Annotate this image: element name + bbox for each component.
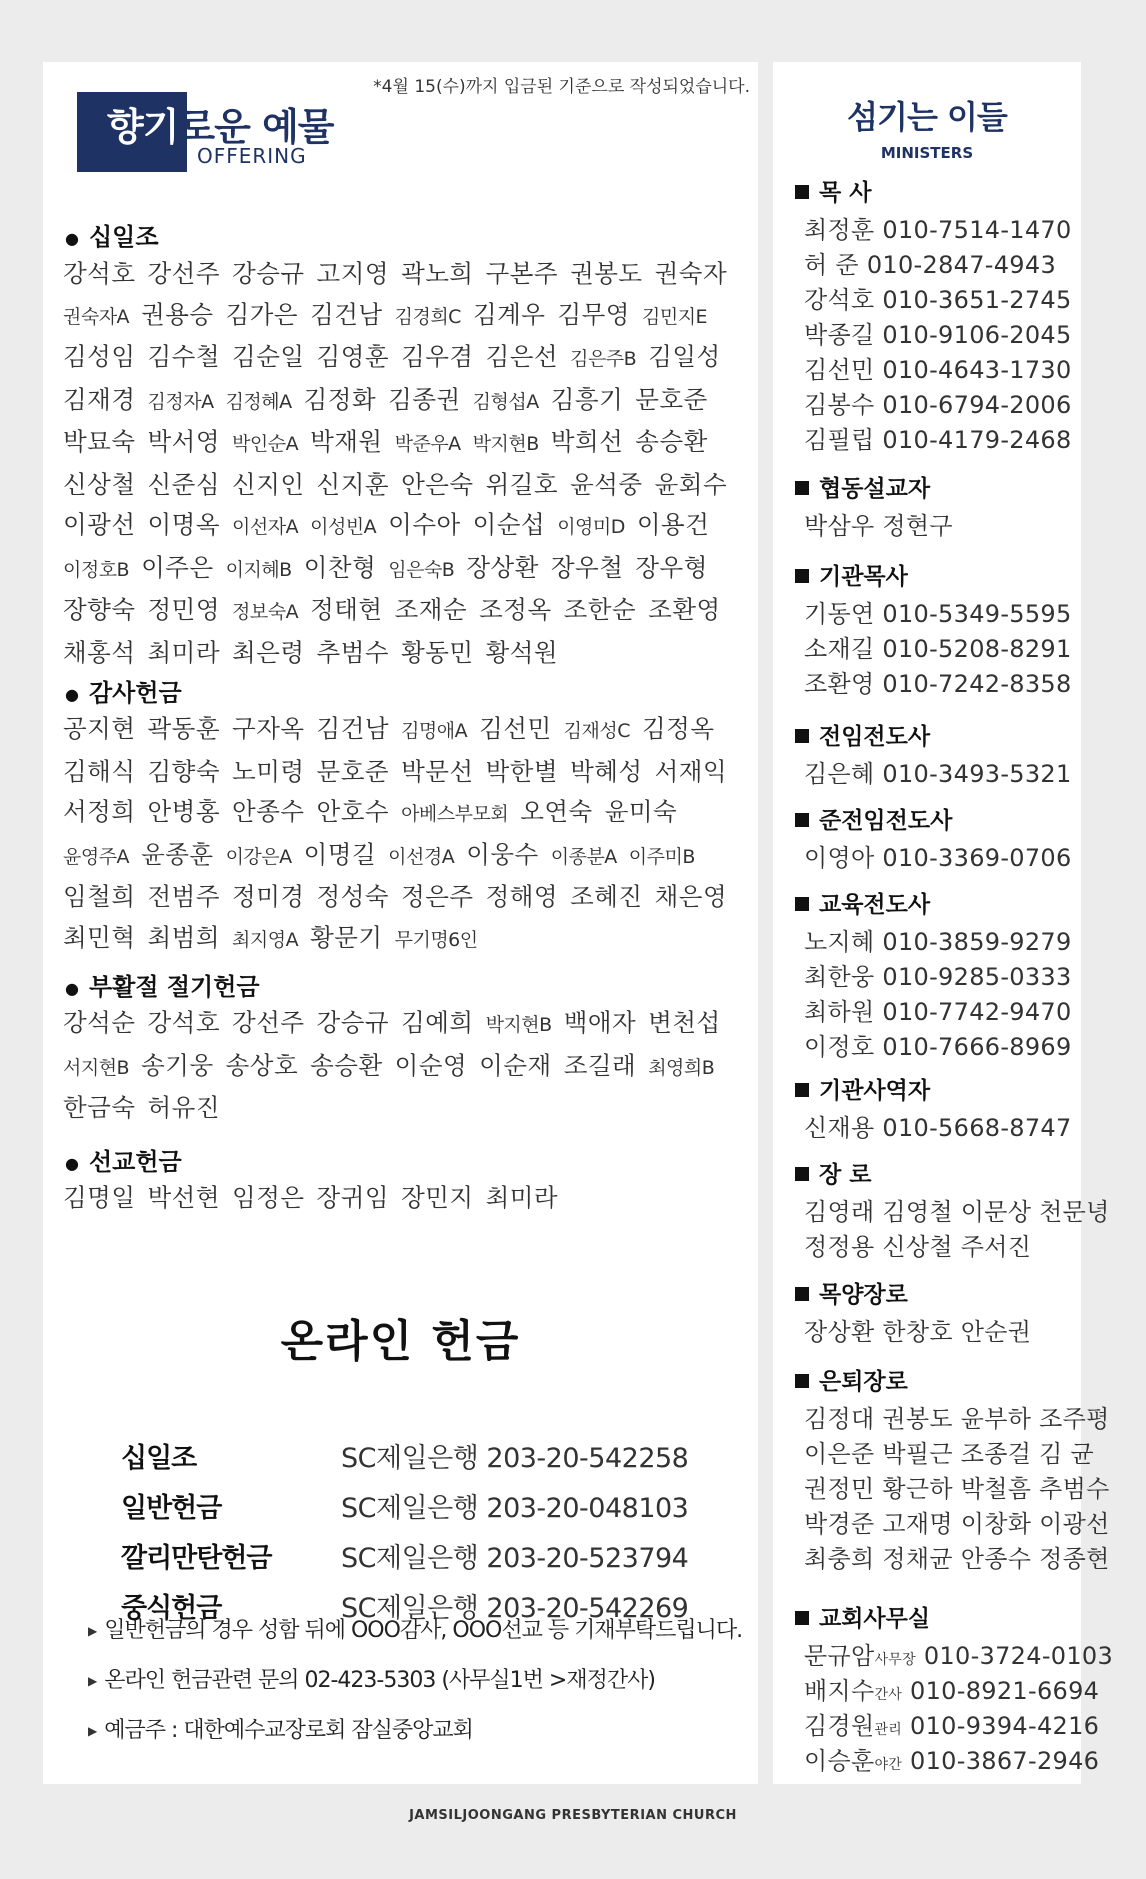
donor-name: 윤종훈: [141, 839, 214, 869]
account-label: 십일조: [121, 1443, 197, 1474]
donor-name: 최민혁: [63, 922, 136, 952]
minister-line: 조환영 010-7242-8358: [804, 670, 1072, 698]
square-bullet-icon: [795, 813, 809, 827]
donor-name: 김해식: [63, 756, 136, 786]
donor-name: 이명길: [303, 839, 377, 869]
ministers-subtitle: MINISTERS: [880, 144, 974, 162]
donor-name: 서정희: [63, 797, 136, 826]
donor-name: 임철희: [63, 882, 136, 911]
donor-name: 조정옥: [479, 595, 552, 624]
donor-name: 이지혜B: [225, 558, 292, 581]
easter-names: [63, 1003, 753, 1129]
minister-line: 노지혜 010-3859-9279: [804, 928, 1072, 956]
donor-name: 추범수: [316, 637, 390, 667]
donor-name: 구본주: [485, 259, 559, 288]
donor-name: 정해영: [485, 882, 559, 911]
donor-name: 안병홍: [147, 797, 221, 826]
tithe-names: [63, 254, 753, 673]
donor-name: 이순섭: [472, 510, 546, 539]
minister-line: 박종길 010-9106-2045: [804, 321, 1072, 349]
role-title: 목 사: [795, 174, 871, 207]
square-bullet-icon: [795, 185, 809, 199]
donor-name: 박지현B: [472, 433, 539, 455]
donor-name: 김예희: [401, 1008, 474, 1037]
donor-name: 이선경A: [388, 845, 455, 868]
donor-name: 최범희: [147, 922, 221, 952]
donor-name: 권용승: [141, 299, 214, 329]
donor-name: 송상호: [225, 1050, 299, 1080]
donor-name: 정민영: [147, 595, 221, 624]
donor-name: 오연숙: [520, 797, 593, 826]
donor-name: 서재익: [654, 756, 728, 786]
donor-name: 박문선: [401, 756, 474, 786]
donor-name: 곽노희: [401, 259, 474, 288]
square-bullet-icon: [795, 1374, 809, 1388]
donor-name: 문호준: [316, 756, 390, 786]
donor-name: 박희선: [550, 427, 624, 456]
donor-name: 이성빈A: [310, 516, 377, 538]
donor-name: 김재경: [63, 384, 136, 414]
donor-name: 구자옥: [232, 714, 305, 743]
account-label: 깔리만탄헌금: [121, 1543, 272, 1574]
donor-name: 채홍석: [63, 637, 136, 667]
donor-name: 김민지E: [641, 305, 708, 328]
donor-name: 김명일: [63, 1183, 136, 1212]
donor-name: 장우철: [550, 552, 624, 582]
donor-name: 이순재: [479, 1050, 552, 1080]
donor-name: 송기웅: [141, 1050, 214, 1080]
donor-name: 이수아: [388, 510, 461, 539]
account-number: SC제일은행 203-20-048103: [341, 1493, 689, 1524]
minister-line: 정정용 신상철 주서진: [804, 1233, 1032, 1261]
donor-name: 박지현B: [485, 1014, 552, 1036]
minister-line: 기동연 010-5349-5595: [804, 600, 1072, 628]
minister-line: 이정호 010-7666-8969: [804, 1033, 1072, 1061]
donor-name: 허유진: [147, 1093, 221, 1122]
donor-name: 김정자A: [147, 390, 214, 413]
square-bullet-icon: [795, 1083, 809, 1097]
role-title: 교회사무실: [795, 1600, 930, 1633]
donor-name: 임은숙B: [388, 558, 455, 581]
role-title: 전임전도사: [795, 718, 930, 751]
donor-name: 김흥기: [550, 384, 624, 414]
donor-name: 김선민: [479, 714, 552, 743]
donor-name: 박한별: [485, 756, 559, 786]
donor-name: 장민지: [401, 1183, 474, 1212]
minister-line: 김경원관리 010-9394-4216: [804, 1712, 1100, 1740]
minister-line: 장상환 한창호 안순권: [804, 1318, 1032, 1346]
offering-logo: [77, 92, 367, 172]
minister-line: 김봉수 010-6794-2006: [804, 391, 1072, 419]
account-row: [121, 1486, 741, 1534]
note-account-holder: ▶ 예금주 : 대한예수교장로회 잠실중앙교회: [88, 1718, 473, 1743]
donor-name: 윤미숙: [604, 797, 678, 826]
donor-name: 황문기: [310, 922, 383, 952]
donor-name: 최지영A: [232, 928, 299, 951]
donor-name: 강선주: [232, 1008, 305, 1037]
donor-name: 김가은: [225, 299, 299, 329]
minister-line: 권정민 황근하 박철흠 추범수: [804, 1475, 1110, 1503]
square-bullet-icon: [795, 897, 809, 911]
offering-subtitle: OFFERING: [197, 144, 307, 168]
role-title: 협동설교자: [795, 470, 930, 503]
role-title: 목양장로: [795, 1276, 908, 1309]
donor-name: 박묘숙: [63, 427, 136, 456]
donor-name: 박선현: [147, 1183, 221, 1212]
minister-line: 박경준 고재명 이창화 이광선: [804, 1510, 1110, 1538]
minister-line: 최정훈 010-7514-1470: [804, 216, 1072, 244]
donor-name: 박인순A: [232, 433, 299, 455]
donor-name: 정성숙: [316, 882, 390, 911]
donor-name: 박혜성: [570, 756, 643, 786]
donor-name: 송승환: [635, 427, 708, 456]
donor-name: 조한순: [563, 595, 637, 624]
section-title-easter: ● 부활절 절기헌금: [65, 973, 260, 1001]
minister-line: 소재길 010-5208-8291: [804, 635, 1072, 663]
minister-line: 배지수간사 010-8921-6694: [804, 1677, 1100, 1705]
donor-name: 이광선: [63, 510, 136, 539]
donor-name: 김명애A: [401, 720, 468, 742]
donor-name: 이영미D: [557, 516, 625, 538]
account-number: SC제일은행 203-20-542258: [341, 1443, 689, 1474]
donor-name: 김순일: [232, 342, 305, 371]
account-row: [121, 1436, 741, 1484]
donor-name: 변천섭: [648, 1008, 721, 1037]
donor-name: 박재원: [310, 427, 383, 456]
donor-name: 권숙자: [654, 259, 728, 288]
donor-name: 강승규: [232, 259, 305, 288]
square-bullet-icon: [795, 1287, 809, 1301]
donor-name: 조길래: [563, 1050, 637, 1080]
donor-name: 윤영주A: [63, 845, 130, 868]
donor-name: 무기명6인: [394, 928, 478, 951]
role-title: 기관사역자: [795, 1072, 930, 1105]
role-title: 기관목사: [795, 558, 908, 591]
minister-line: 최하원 010-7742-9470: [804, 998, 1072, 1026]
donor-name: 김영훈: [316, 342, 390, 371]
donor-name: 이선자A: [232, 516, 299, 538]
donor-name: 채은영: [654, 882, 728, 911]
donor-name: 이주은: [141, 552, 214, 582]
note-general: ▶ 일반헌금의 경우 성함 뒤에 OOO감사, OOO선교 등 기재부탁드립니다.: [88, 1618, 743, 1643]
note-inquiry: ▶ 온라인 헌금관련 문의 02-423-5303 (사무실1번 >재정간사): [88, 1668, 655, 1693]
donor-name: 권봉도: [570, 259, 643, 288]
donor-name: 신지인: [232, 469, 305, 499]
donor-name: 조혜진: [570, 882, 643, 911]
donor-name: 윤석중: [570, 469, 643, 499]
account-label: 일반헌금: [121, 1493, 222, 1524]
donor-name: 김우겸: [401, 342, 474, 371]
mission-names: [63, 1178, 753, 1219]
donor-name: 한금숙: [63, 1093, 136, 1122]
donor-name: 윤회수: [654, 469, 728, 499]
minister-line: 최충희 정채균 안종수 정종현: [804, 1545, 1110, 1573]
square-bullet-icon: [795, 481, 809, 495]
donor-name: 정은주: [401, 882, 474, 911]
minister-line: 이은준 박필근 조종걸 김 균: [804, 1440, 1095, 1468]
donor-name: 서지현B: [63, 1056, 130, 1079]
donor-name: 아베스부모회: [401, 803, 509, 825]
donor-name: 박서영: [147, 427, 221, 456]
donor-name: 강승규: [316, 1008, 390, 1037]
donor-name: 이정호B: [63, 558, 130, 581]
donor-name: 권숙자A: [63, 305, 130, 328]
donor-name: 김무영: [557, 299, 630, 329]
account-row: [121, 1536, 741, 1584]
donor-name: 김성임: [63, 342, 136, 371]
ministers-panel: [773, 62, 1114, 1784]
donor-name: 이주미B: [628, 845, 695, 868]
donor-name: 장우형: [635, 552, 708, 582]
donor-name: 송승환: [310, 1050, 383, 1080]
donor-name: 최은령: [232, 637, 305, 667]
ministers-title: 섬기는 이들: [847, 98, 1007, 136]
offering-title: 향기로운 예물: [107, 105, 334, 149]
donor-name: 안종수: [232, 797, 305, 826]
donor-name: 이종분A: [550, 845, 617, 868]
donor-name: 김은주B: [570, 348, 637, 370]
donor-name: 문호준: [635, 384, 708, 414]
section-title-mission: ● 선교헌금: [65, 1148, 182, 1176]
square-bullet-icon: [795, 729, 809, 743]
donor-name: 김형섭A: [472, 390, 539, 413]
donor-name: 김경희C: [394, 305, 461, 328]
square-bullet-icon: [795, 1611, 809, 1625]
donor-name: 이찬형: [303, 552, 377, 582]
donor-name: 최미라: [485, 1183, 559, 1212]
account-number: SC제일은행 203-20-542269: [341, 1593, 689, 1624]
donor-name: 장향숙: [63, 595, 136, 624]
minister-line: 신재용 010-5668-8747: [804, 1114, 1072, 1142]
donor-name: 최영희B: [648, 1056, 715, 1079]
donor-name: 김계우: [472, 299, 546, 329]
donor-name: 안은숙: [401, 469, 474, 499]
offering-panel: [43, 62, 758, 1784]
donor-name: 백애자: [563, 1008, 637, 1037]
online-offering-title: 온라인 헌금: [280, 1316, 521, 1367]
donor-name: 이명옥: [147, 510, 221, 539]
donor-name: 강석순: [63, 1008, 136, 1037]
donor-name: 김정혜A: [225, 390, 292, 413]
donor-name: 김일성: [648, 342, 721, 371]
donor-name: 황동민: [401, 637, 474, 667]
minister-line: 김필립 010-4179-2468: [804, 426, 1072, 454]
donor-name: 김재성C: [563, 720, 630, 742]
donor-name: 전범주: [147, 882, 221, 911]
deposit-note: *4월 15(수)까지 입금된 기준으로 작성되었습니다.: [373, 77, 750, 97]
donor-name: 고지영: [316, 259, 390, 288]
donor-name: 김종권: [388, 384, 461, 414]
donor-name: 신상철: [63, 469, 136, 499]
donor-name: 이강은A: [225, 845, 292, 868]
donor-name: 김향숙: [147, 756, 221, 786]
donor-name: 이순영: [394, 1050, 468, 1080]
donor-name: 신준심: [147, 469, 221, 499]
minister-line: 김은혜 010-3493-5321: [804, 760, 1072, 788]
minister-line: 김영래 김영철 이문상 천문녕: [804, 1198, 1110, 1226]
donor-name: 장상환: [466, 552, 539, 582]
minister-line: 허 준 010-2847-4943: [804, 251, 1057, 279]
donor-name: 정미경: [232, 882, 305, 911]
account-label: 중식헌금: [121, 1593, 222, 1624]
role-title: 교육전도사: [795, 886, 930, 919]
minister-line: 김선민 010-4643-1730: [804, 356, 1072, 384]
thanks-names: [63, 709, 753, 960]
donor-name: 곽동훈: [147, 714, 221, 743]
square-bullet-icon: [795, 569, 809, 583]
donor-name: 김수철: [147, 342, 221, 371]
minister-line: 이승훈야간 010-3867-2946: [804, 1747, 1100, 1775]
donor-name: 박준우A: [394, 433, 461, 455]
donor-name: 김건남: [316, 714, 390, 743]
section-title-thanks: ● 감사헌금: [65, 679, 182, 707]
donor-name: 안호수: [316, 797, 390, 826]
donor-name: 김정옥: [641, 714, 715, 743]
donor-name: 정보숙A: [232, 601, 299, 623]
donor-name: 강석호: [147, 1008, 221, 1037]
donor-name: 조재순: [394, 595, 468, 624]
donor-name: 김은선: [485, 342, 559, 371]
donor-name: 김건남: [310, 299, 383, 329]
square-bullet-icon: [795, 1167, 809, 1181]
donor-name: 신지훈: [316, 469, 390, 499]
donor-name: 정태현: [310, 595, 383, 624]
role-title: 장 로: [795, 1156, 871, 1189]
minister-line: 강석호 010-3651-2745: [804, 286, 1072, 314]
minister-line: 최한웅 010-9285-0333: [804, 963, 1072, 991]
donor-name: 공지현: [63, 714, 136, 743]
donor-name: 이웅수: [466, 839, 539, 869]
church-footer: JAMSILJOONGANG PRESBYTERIAN CHURCH: [409, 1808, 737, 1823]
role-title: 준전임전도사: [795, 802, 952, 835]
minister-line: 이영아 010-3369-0706: [804, 844, 1072, 872]
donor-name: 장귀임: [316, 1183, 390, 1212]
donor-name: 노미령: [232, 756, 305, 786]
donor-name: 강석호: [63, 259, 136, 288]
donor-name: 황석원: [485, 637, 559, 667]
account-number: SC제일은행 203-20-523794: [341, 1543, 689, 1574]
donor-name: 임정은: [232, 1183, 305, 1212]
donor-name: 이용건: [636, 510, 710, 539]
minister-line: 문규암사무장 010-3724-0103: [804, 1642, 1114, 1670]
donor-name: 김정화: [303, 384, 377, 414]
role-title: 은퇴장로: [795, 1363, 908, 1396]
donor-name: 강선주: [147, 259, 221, 288]
section-title-tithe: ● 십일조: [65, 223, 159, 251]
donor-name: 조환영: [648, 595, 721, 624]
minister-line: 김정대 권봉도 윤부하 조주평: [804, 1405, 1110, 1433]
donor-name: 위길호: [485, 469, 559, 499]
donor-name: 최미라: [147, 637, 221, 667]
minister-line: 박삼우 정현구: [804, 512, 953, 540]
